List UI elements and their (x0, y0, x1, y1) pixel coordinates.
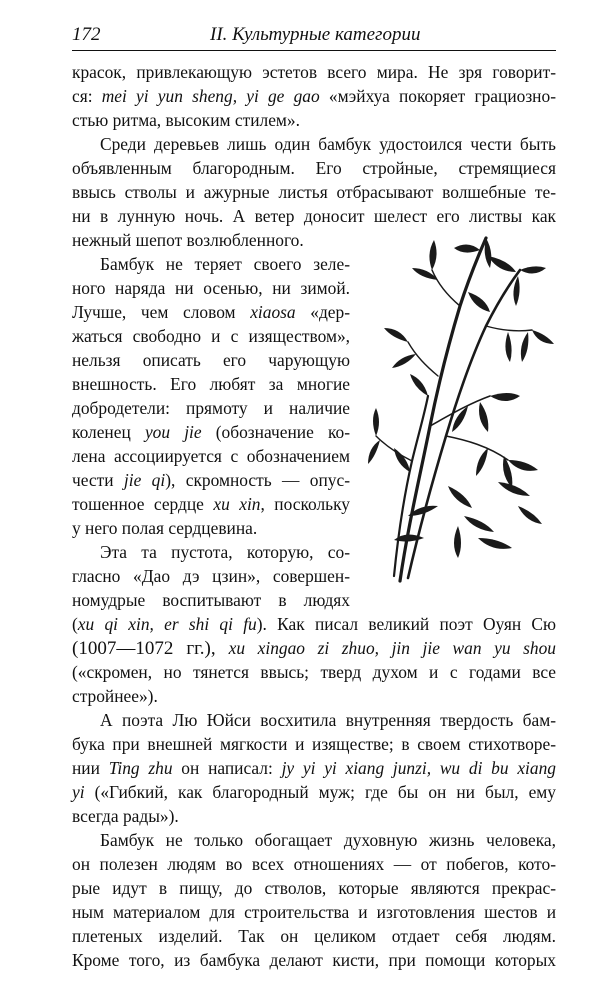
text-run: , поскольку (260, 494, 350, 514)
text-line: нельзя описать его чарующую (72, 350, 350, 370)
text-line: («скромен, но тянется ввысь; тверд духом и с годами все (72, 662, 556, 682)
bamboo-illustration (368, 226, 558, 586)
text-line: лена ассоциируется с обозначением (72, 446, 350, 466)
text-line: Бамбук не теряет своего зеле- (100, 254, 350, 274)
chapter-title: II. Культурные категории (210, 24, 421, 45)
text-run: ся: (72, 86, 102, 106)
text-line (72, 300, 350, 324)
text-line: жаться свободно и с изяществом», (72, 326, 350, 346)
text-line: ни в лунную ночь. А ветер доносит шелест его листвы как (72, 206, 556, 226)
page-number: 172 (72, 24, 101, 45)
text-line: ввысь стволы и ажурные листья отбрасывают волшебные те- (72, 182, 556, 202)
text-line (72, 780, 556, 804)
text-run: ). Как писал великий поэт Оуян Сю (256, 614, 556, 634)
running-header (72, 22, 556, 52)
text-line (72, 756, 556, 780)
transliteration: Ting zhu (108, 758, 173, 778)
bamboo-stems (376, 238, 532, 581)
text-line: стройнее»). (72, 686, 158, 706)
text-line (72, 492, 350, 516)
transliteration: xiaosa (250, 302, 296, 322)
text-run: ( (72, 614, 78, 634)
text-line (72, 468, 350, 492)
text-run: (обозначение ко- (201, 422, 350, 442)
text-line (72, 84, 556, 108)
text-line: рые идут в пищу, до стволов, которые являются прекрас- (72, 878, 556, 898)
transliteration: xu xin (213, 494, 261, 514)
text-line: Эта та пустота, которую, со- (100, 542, 350, 562)
text-run: «мэйхуа покоряет грациозно- (319, 86, 556, 106)
text-run: Лучше, чем словом (72, 302, 251, 322)
header-rule (72, 50, 556, 51)
text-line: номудрые воспитывают в людях (72, 590, 350, 610)
text-line: добродетели: прямоту и наличие (72, 398, 350, 418)
text-line: плетеных изделий. Так он целиком отдает себя людям. (72, 926, 556, 946)
text-line: внешность. Его любят за многие (72, 374, 350, 394)
text-line: он полезен людям во всех отношениях — от побегов, кото- (72, 854, 556, 874)
transliteration: xu xingao zi zhuo, jin jie wan yu shou (228, 638, 557, 658)
text-line: ным материалом для строительства и изготовления шестов и (72, 902, 556, 922)
text-line: Кроме того, из бамбука делают кисти, при помощи которых (72, 950, 556, 970)
text-line: Среди деревьев лишь один бамбук удостоился чести быть (100, 134, 556, 154)
text-line: объявленным благородным. Его стройные, стремящиеся (72, 158, 556, 178)
text-line: ного наряда ни осенью, ни зимой. (72, 278, 350, 298)
text-run: коленец (72, 422, 145, 442)
text-run: чести (72, 470, 124, 490)
text-line (72, 636, 556, 660)
text-line: всегда рады»). (72, 806, 179, 826)
text-run: («Гибкий, как благородный муж; где бы он ни был, ему (84, 782, 556, 802)
text-run: ), скромность — опус- (165, 470, 350, 490)
text-line: А поэта Лю Юйси восхитила внутренняя твердость бам- (100, 710, 556, 730)
transliteration: yi (72, 782, 85, 802)
transliteration: xu qi xin, er shi qi fu (77, 614, 257, 634)
text-run: тошенное сердце (72, 494, 214, 514)
text-line: у него полая сердцевина. (72, 518, 258, 538)
bamboo-leaves (368, 238, 554, 558)
text-run: «дер- (295, 302, 350, 322)
text-run: (1007—1072 гг.), (72, 638, 229, 659)
transliteration: you jie (144, 422, 202, 442)
text-line (72, 612, 556, 636)
transliteration: jy yi yi xiang junzi, wu di bu xiang (281, 758, 556, 778)
text-line: красок, привлекающую эстетов всего мира. Не зря говорит- (72, 62, 556, 82)
text-line: стью ритма, высоким стилем». (72, 110, 300, 130)
text-line (72, 420, 350, 444)
transliteration: jie qi (123, 470, 166, 490)
text-run: нии (72, 758, 109, 778)
text-run: он написал: (172, 758, 282, 778)
text-line: гласно «Дао дэ цзин», совершен- (72, 566, 350, 586)
transliteration: mei yi yun sheng, yi ge gao (101, 86, 320, 106)
text-line: Бамбук не только обогащает духовную жизнь человека, (100, 830, 556, 850)
text-line: нежный шепот возлюбленного. (72, 230, 304, 250)
text-line: бука при внешней мягкости и изяществе; в своем стихотворе- (72, 734, 556, 754)
